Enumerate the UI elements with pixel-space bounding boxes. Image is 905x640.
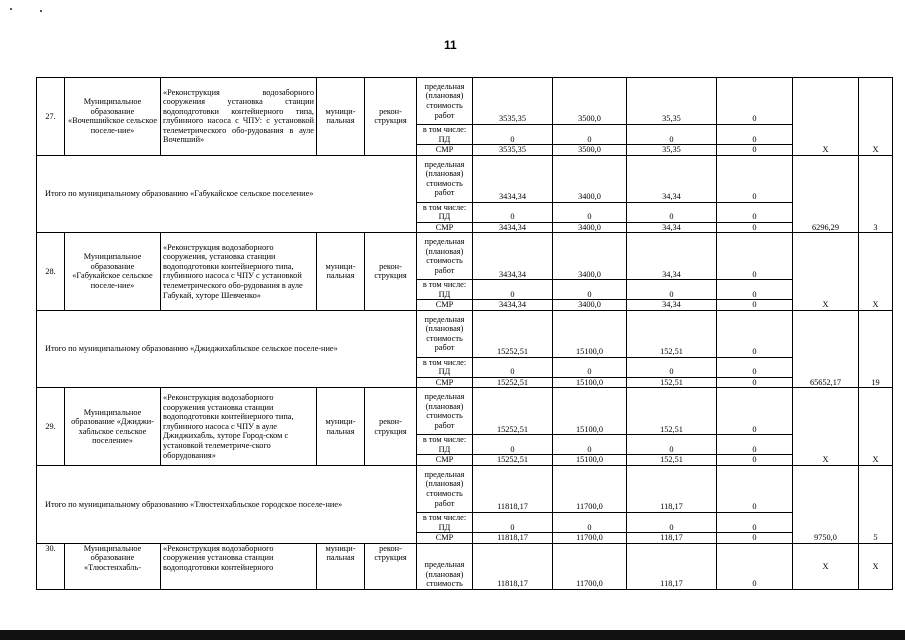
work-type-cell: рекон-струкция <box>365 233 417 311</box>
value-cell: 0 <box>717 357 793 377</box>
value-cell: 0 <box>627 280 717 300</box>
value-cell: 3434,34 <box>473 300 553 311</box>
project-description: «Реконструкция водозаборного сооружения, установка станции водоподготовки контейнерного типа, глубинного насоса с ЧПУ с установкой телеметрического обо-рудования в ауле Габукай, хуторе Шевченко» <box>161 233 317 311</box>
tail-count-cell: X <box>859 78 893 156</box>
row-number: 29. <box>37 388 65 466</box>
value-cell: 11700,0 <box>553 543 627 589</box>
value-cell: 0 <box>717 377 793 388</box>
value-cell: 0 <box>553 357 627 377</box>
municipality-cell: Муниципальное образование «Вочепшийское сельское поселе-ние» <box>65 78 161 156</box>
value-cell: 0 <box>553 512 627 532</box>
ownership-cell: муници-пальная <box>317 233 365 311</box>
value-cell: 0 <box>627 202 717 222</box>
total-label: Итого по муниципальному образованию «Джиджихабльское сельское поселе-ние» <box>37 310 417 388</box>
value-cell: 0 <box>473 435 553 455</box>
value-cell: 3400,0 <box>553 222 627 233</box>
value-cell: 34,34 <box>627 300 717 311</box>
value-cell: 3434,34 <box>473 155 553 202</box>
value-cell: 11818,17 <box>473 533 553 544</box>
total-label: Итого по муниципальному образованию «Габукайское сельское поселение» <box>37 155 417 233</box>
value-cell: 118,17 <box>627 465 717 512</box>
value-cell: 11700,0 <box>553 533 627 544</box>
label-max-cost: предельная (плановая) стоимость работ <box>417 310 473 357</box>
value-cell: 0 <box>717 125 793 145</box>
value-cell: 3434,34 <box>473 233 553 280</box>
tail-count-cell: X <box>859 388 893 466</box>
label-max-cost: предельная (плановая) стоимость <box>417 543 473 589</box>
table-row <box>37 78 893 125</box>
tail-count-cell: X <box>859 543 893 589</box>
municipality-cell: Муниципальное образование «Джиджи-хабльское сельское поселение» <box>65 388 161 466</box>
value-cell: 152,51 <box>627 455 717 466</box>
value-cell: 152,51 <box>627 377 717 388</box>
label-including-pd: в том числе: ПД <box>417 202 473 222</box>
value-cell: 3535,35 <box>473 145 553 156</box>
label-including-pd: в том числе: ПД <box>417 435 473 455</box>
table-row <box>37 543 893 589</box>
value-cell: 3434,34 <box>473 222 553 233</box>
tail-count-cell: 3 <box>859 155 893 233</box>
value-cell: 15252,51 <box>473 310 553 357</box>
value-cell: 3500,0 <box>553 78 627 125</box>
tail-value-cell: 65652,17 <box>793 310 859 388</box>
label-smr: СМР <box>417 300 473 311</box>
budget-table <box>36 77 893 590</box>
value-cell: 0 <box>627 125 717 145</box>
label-max-cost: предельная (плановая) стоимость работ <box>417 388 473 435</box>
total-label: Итого по муниципальному образованию «Тлюстенхабльское городское поселе-ние» <box>37 465 417 543</box>
value-cell: 15100,0 <box>553 455 627 466</box>
value-cell: 152,51 <box>627 388 717 435</box>
value-cell: 0 <box>553 125 627 145</box>
label-smr: СМР <box>417 222 473 233</box>
value-cell: 3400,0 <box>553 155 627 202</box>
tail-count-cell: 19 <box>859 310 893 388</box>
tail-value-cell: 6296,29 <box>793 155 859 233</box>
value-cell: 0 <box>717 533 793 544</box>
ownership-cell: муници-пальная <box>317 388 365 466</box>
table-row <box>37 388 893 435</box>
value-cell: 0 <box>553 435 627 455</box>
tail-count-cell: X <box>859 233 893 311</box>
label-smr: СМР <box>417 533 473 544</box>
label-including-pd: в том числе: ПД <box>417 280 473 300</box>
label-max-cost: предельная (плановая) стоимость работ <box>417 78 473 125</box>
value-cell: 0 <box>553 202 627 222</box>
value-cell: 0 <box>473 512 553 532</box>
value-cell: 0 <box>717 543 793 589</box>
municipality-cell: Муниципальное образование «Габукайское сельское поселе-ние» <box>65 233 161 311</box>
label-smr: СМР <box>417 377 473 388</box>
row-number: 28. <box>37 233 65 311</box>
tail-value-cell: X <box>793 388 859 466</box>
value-cell: 0 <box>717 155 793 202</box>
value-cell: 118,17 <box>627 543 717 589</box>
label-max-cost: предельная (плановая) стоимость работ <box>417 465 473 512</box>
label-max-cost: предельная (плановая) стоимость работ <box>417 233 473 280</box>
value-cell: 0 <box>717 435 793 455</box>
label-including-pd: в том числе: ПД <box>417 512 473 532</box>
page-number: 11 <box>444 38 457 52</box>
table-row <box>37 465 893 512</box>
row-number: 30. <box>37 543 65 589</box>
value-cell: 15252,51 <box>473 388 553 435</box>
tail-value-cell: X <box>793 233 859 311</box>
value-cell: 34,34 <box>627 233 717 280</box>
ownership-cell: муници-пальная <box>317 543 365 589</box>
value-cell: 0 <box>473 202 553 222</box>
value-cell: 0 <box>717 455 793 466</box>
table-row <box>37 155 893 202</box>
value-cell: 3400,0 <box>553 300 627 311</box>
value-cell: 118,17 <box>627 533 717 544</box>
value-cell: 0 <box>717 78 793 125</box>
project-description: «Реконструкция водозаборного сооружения установка станции водоподготовки контейнерного типа, глубинного насоса с ЧПУ: с установкой телеметрического обо-рудования в ауле Вочепший» <box>161 78 317 156</box>
scan-speck <box>10 8 12 10</box>
row-number: 27. <box>37 78 65 156</box>
ownership-cell: муници-пальная <box>317 78 365 156</box>
project-description: «Реконструкция водозаборного сооружения установка станции водоподготовки контейнерного <box>161 543 317 589</box>
label-smr: СМР <box>417 455 473 466</box>
value-cell: 15100,0 <box>553 310 627 357</box>
value-cell: 0 <box>717 388 793 435</box>
value-cell: 15252,51 <box>473 377 553 388</box>
value-cell: 15252,51 <box>473 455 553 466</box>
tail-count-cell: 5 <box>859 465 893 543</box>
label-including-pd: в том числе: ПД <box>417 357 473 377</box>
tail-value-cell: X <box>793 78 859 156</box>
value-cell: 15100,0 <box>553 377 627 388</box>
value-cell: 0 <box>473 357 553 377</box>
value-cell: 35,35 <box>627 145 717 156</box>
tail-value-cell: X <box>793 543 859 589</box>
value-cell: 0 <box>473 280 553 300</box>
value-cell: 0 <box>717 512 793 532</box>
work-type-cell: рекон-струкция <box>365 543 417 589</box>
value-cell: 0 <box>473 125 553 145</box>
municipality-cell: Муниципальное образование «Тлюстенхабль- <box>65 543 161 589</box>
work-type-cell: рекон-струкция <box>365 78 417 156</box>
value-cell: 0 <box>553 280 627 300</box>
work-type-cell: рекон-струкция <box>365 388 417 466</box>
value-cell: 0 <box>717 465 793 512</box>
value-cell: 0 <box>717 145 793 156</box>
value-cell: 11818,17 <box>473 543 553 589</box>
value-cell: 3400,0 <box>553 233 627 280</box>
value-cell: 0 <box>717 222 793 233</box>
value-cell: 15100,0 <box>553 388 627 435</box>
table-row <box>37 233 893 280</box>
project-description: «Реконструкция водозаборного сооружения установка станции водоподготовки контейнерного типа, глубинного насоса с ЧПУ в ауле Джиджихабль, хуторе Город-ском с установкой телеметриче-ского оборудования» <box>161 388 317 466</box>
tail-value-cell: 9750,0 <box>793 465 859 543</box>
value-cell: 11818,17 <box>473 465 553 512</box>
value-cell: 0 <box>627 435 717 455</box>
value-cell: 0 <box>717 310 793 357</box>
label-max-cost: предельная (плановая) стоимость работ <box>417 155 473 202</box>
table-row <box>37 310 893 357</box>
value-cell: 152,51 <box>627 310 717 357</box>
value-cell: 0 <box>717 280 793 300</box>
value-cell: 0 <box>717 233 793 280</box>
label-including-pd: в том числе: ПД <box>417 125 473 145</box>
value-cell: 0 <box>627 357 717 377</box>
value-cell: 0 <box>717 202 793 222</box>
value-cell: 3535,35 <box>473 78 553 125</box>
label-smr: СМР <box>417 145 473 156</box>
value-cell: 0 <box>717 300 793 311</box>
value-cell: 34,34 <box>627 222 717 233</box>
value-cell: 11700,0 <box>553 465 627 512</box>
value-cell: 3500,0 <box>553 145 627 156</box>
value-cell: 35,35 <box>627 78 717 125</box>
value-cell: 34,34 <box>627 155 717 202</box>
value-cell: 0 <box>627 512 717 532</box>
scan-speck <box>40 10 42 12</box>
scan-bottom-edge <box>0 630 905 640</box>
